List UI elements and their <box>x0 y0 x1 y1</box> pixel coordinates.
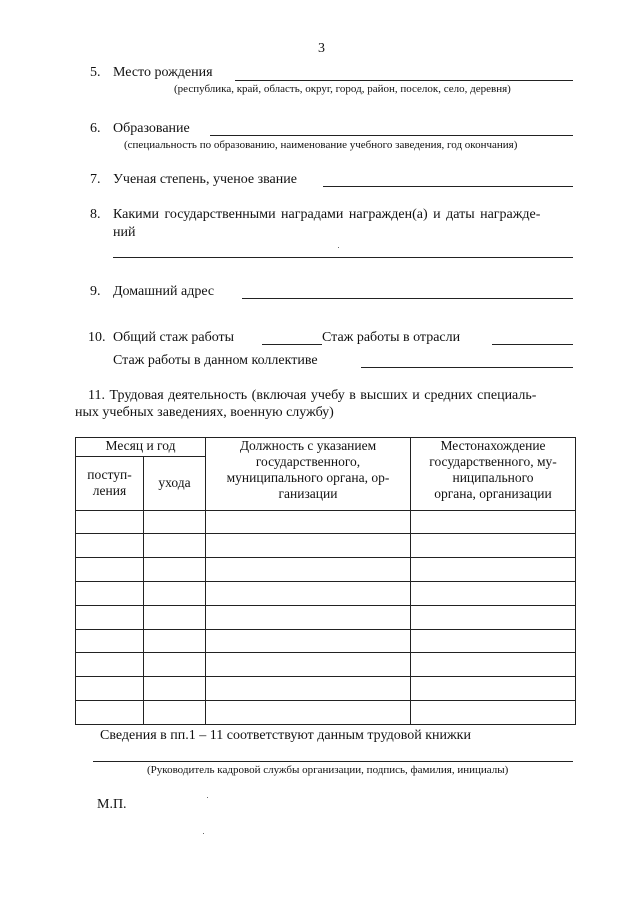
table-cell[interactable] <box>411 701 576 725</box>
entry-header: поступ- ления <box>76 456 144 510</box>
scan-speck <box>203 833 204 834</box>
team-experience-field[interactable] <box>361 367 573 368</box>
table-cell[interactable] <box>144 582 206 606</box>
item-number-9: 9. <box>90 284 101 299</box>
table-cell[interactable] <box>76 582 144 606</box>
address-field[interactable] <box>242 298 573 299</box>
table-cell[interactable] <box>144 534 206 558</box>
table-cell[interactable] <box>411 677 576 701</box>
table-cell[interactable] <box>76 510 144 534</box>
team-experience-label: Стаж работы в данном коллективе <box>113 353 318 368</box>
education-field[interactable] <box>210 135 573 136</box>
table-row <box>76 605 576 629</box>
table-cell[interactable] <box>144 629 206 653</box>
scan-speck <box>338 247 339 248</box>
signature-hint: (Руководитель кадровой службы организации, подпись, фамилия, инициалы) <box>147 764 509 776</box>
month-year-header: Месяц и год <box>76 438 206 457</box>
table-cell[interactable] <box>206 534 411 558</box>
table-row <box>76 653 576 677</box>
table-cell[interactable] <box>76 534 144 558</box>
table-cell[interactable] <box>144 605 206 629</box>
total-experience-field[interactable] <box>262 344 322 345</box>
table-cell[interactable] <box>206 701 411 725</box>
table-row <box>76 701 576 725</box>
table-cell[interactable] <box>206 629 411 653</box>
signature-field[interactable] <box>93 761 573 762</box>
table-row <box>76 558 576 582</box>
table-row <box>76 534 576 558</box>
table-row <box>76 582 576 606</box>
position-header: Должность с указанием государственного, муниципального органа, ор- ганизации <box>206 438 411 511</box>
table-row <box>76 510 576 534</box>
table-cell[interactable] <box>411 629 576 653</box>
table-row <box>76 677 576 701</box>
item-number-5: 5. <box>90 65 101 80</box>
awards-text-line1: Какими государственными наградами награжден(а) и даты награжде- <box>113 207 541 222</box>
table-cell[interactable] <box>76 653 144 677</box>
work-history-table <box>75 437 576 725</box>
table-cell[interactable] <box>206 558 411 582</box>
table-cell[interactable] <box>411 510 576 534</box>
exit-header: ухода <box>144 456 206 510</box>
table-cell[interactable] <box>76 558 144 582</box>
table-cell[interactable] <box>144 677 206 701</box>
birthplace-field[interactable] <box>235 80 573 81</box>
table-cell[interactable] <box>411 605 576 629</box>
table-cell[interactable] <box>76 677 144 701</box>
work-history-line1: 11. Трудовая деятельность (включая учебу в высших и средних специаль- <box>88 388 537 403</box>
degree-label: Ученая степень, ученое звание <box>113 172 297 187</box>
table-cell[interactable] <box>206 582 411 606</box>
page-number: 3 <box>318 41 325 56</box>
industry-experience-label: Стаж работы в отрасли <box>322 330 461 345</box>
table-cell[interactable] <box>411 653 576 677</box>
birthplace-hint: (республика, край, область, округ, город, район, поселок, село, деревня) <box>174 83 511 95</box>
item-number-7: 7. <box>90 172 101 187</box>
table-cell[interactable] <box>144 653 206 677</box>
table-cell[interactable] <box>76 605 144 629</box>
table-cell[interactable] <box>206 677 411 701</box>
table-cell[interactable] <box>411 582 576 606</box>
table-cell[interactable] <box>206 605 411 629</box>
table-cell[interactable] <box>76 629 144 653</box>
table-row <box>76 629 576 653</box>
awards-text-line2: ний <box>113 225 136 240</box>
table-cell[interactable] <box>206 653 411 677</box>
work-history-line2: ных учебных заведениях, военную службу) <box>75 405 334 420</box>
total-experience-label: Общий стаж работы <box>113 330 235 345</box>
item-number-6: 6. <box>90 121 101 136</box>
table-cell[interactable] <box>76 701 144 725</box>
table-cell[interactable] <box>206 510 411 534</box>
table-cell[interactable] <box>411 534 576 558</box>
education-hint: (специальность по образованию, наименование учебного заведения, год окончания) <box>124 139 518 151</box>
table-cell[interactable] <box>144 510 206 534</box>
birthplace-label: Место рождения <box>113 65 213 80</box>
table-cell[interactable] <box>144 558 206 582</box>
location-header: Местонахождение государственного, му- ниципального органа, организации <box>411 438 576 511</box>
education-label: Образование <box>113 121 190 136</box>
awards-field[interactable] <box>113 257 573 258</box>
address-label: Домашний адрес <box>113 284 215 299</box>
item-number-8: 8. <box>90 207 101 222</box>
table-cell[interactable] <box>144 701 206 725</box>
scan-speck <box>207 797 208 798</box>
table-cell[interactable] <box>411 558 576 582</box>
industry-experience-field[interactable] <box>492 344 573 345</box>
item-number-10: 10. <box>88 330 106 345</box>
stamp-placeholder: М.П. <box>97 797 127 812</box>
degree-field[interactable] <box>323 186 573 187</box>
confirmation-text: Сведения в пп.1 – 11 соответствуют данным трудовой книжки <box>100 728 471 743</box>
